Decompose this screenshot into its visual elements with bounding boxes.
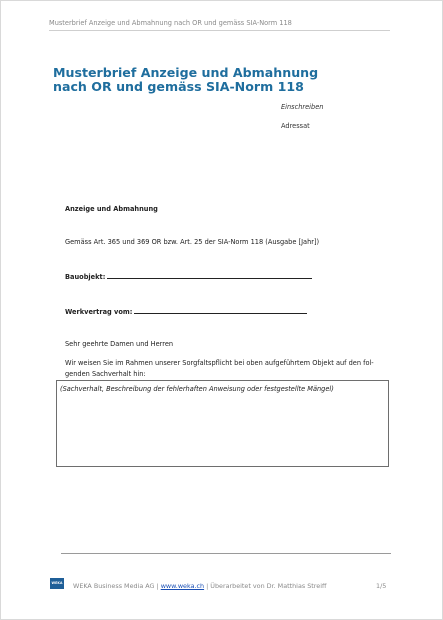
- page-number: 1/5: [376, 582, 387, 590]
- running-header: Musterbrief Anzeige und Abmahnung nach OR und gemäss SIA-Norm 118: [49, 19, 390, 31]
- footer-author: | Überarbeitet von Dr. Matthias Streiff: [204, 582, 327, 590]
- werkvertrag-label: Werkvertrag vom:: [65, 308, 133, 316]
- sachverhalt-text-field[interactable]: [56, 380, 389, 467]
- bauobjekt-field: [65, 271, 312, 281]
- bauobjekt-label: Bauobjekt:: [65, 273, 106, 281]
- footer-divider: [61, 553, 391, 554]
- body-paragraph: [65, 358, 390, 379]
- salutation: Sehr geehrte Damen und Herren: [65, 340, 174, 348]
- legal-reference: Gemäss Art. 365 und 369 OR bzw. Art. 25 der SIA-Norm 118 (Ausgabe [Jahr]): [65, 238, 320, 246]
- document-title-line-1: Musterbrief Anzeige und Abmahnung: [53, 65, 319, 80]
- document-title: [53, 66, 318, 94]
- weka-logo: WEKA: [50, 578, 64, 589]
- body-line-2: genden Sachverhalt hin:: [65, 369, 146, 378]
- footer-link[interactable]: www.weka.ch: [160, 582, 205, 590]
- document-title-line-2: nach OR und gemäss SIA-Norm 118: [53, 79, 304, 94]
- footer-text: [73, 582, 326, 590]
- werkvertrag-fill-line[interactable]: [134, 306, 307, 314]
- sachverhalt-placeholder: (Sachverhalt, Beschreibung der fehlerhaften Anweisung oder festgestellte Mängel): [60, 385, 334, 393]
- footer-company: WEKA Business Media AG |: [73, 582, 161, 590]
- letter-subject: Anzeige und Abmahnung: [65, 205, 158, 213]
- delivery-method: Einschreiben: [281, 103, 324, 111]
- werkvertrag-field: [65, 306, 307, 316]
- bauobjekt-fill-line[interactable]: [107, 271, 312, 279]
- recipient-address: Adressat: [281, 122, 310, 130]
- body-line-1: Wir weisen Sie im Rahmen unserer Sorgfaltspflicht bei oben aufgeführtem Objekt auf den fol-: [65, 359, 374, 367]
